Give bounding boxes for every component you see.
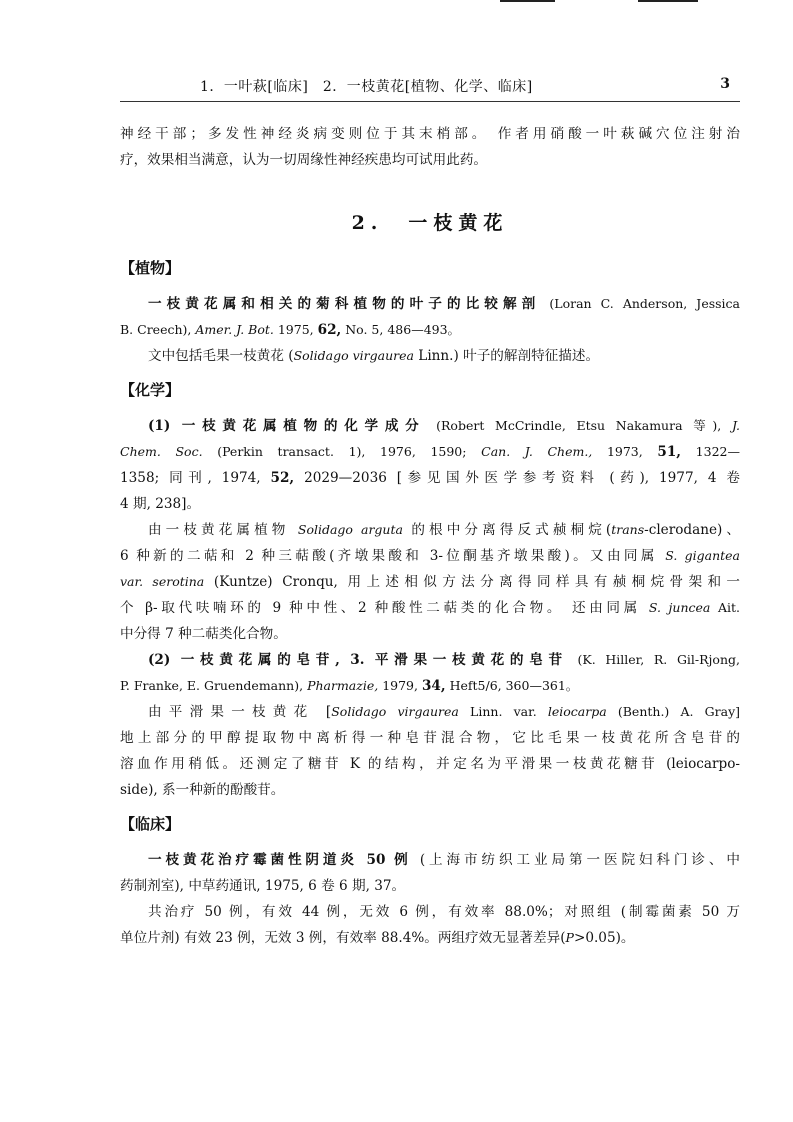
text-segment: 神经干部；多发性神经炎病变则位于其末梢部。 作者用硝酸一叶萩碱穴位注射治: [120, 126, 740, 142]
text-segment: 药制剂室), 中草药通讯, 1975, 6 卷 6 期, 37。: [120, 878, 406, 894]
text-segment: leiocarpa: [547, 704, 607, 719]
text-segment: Heft5/6, 360—361。: [445, 678, 579, 693]
page-number: 3: [720, 76, 730, 92]
section: [120, 255, 740, 369]
text-line: [120, 317, 740, 343]
section-heading: 【植物】: [120, 259, 181, 277]
text-line: [120, 673, 740, 699]
text-line: [120, 413, 740, 439]
text-line: [120, 925, 740, 951]
text-segment: (Kuntze) Cronqu, 用上述相似方法分离得同样具有赪桐烷骨架和一: [204, 574, 740, 590]
paragraph: [120, 899, 740, 951]
text-segment: Ait.: [710, 600, 740, 615]
text-line: [120, 121, 740, 147]
text-segment: side), 系一种新的酚酸苷。: [120, 782, 285, 798]
text-segment: (2) 一枝黄花属的皂苷, 3. 平滑果一枝黄花的皂苷: [148, 652, 568, 668]
text-segment: var. serotina: [120, 574, 205, 589]
paragraph: [120, 413, 740, 517]
text-segment: P: [565, 930, 574, 945]
text-segment: Solidago virgaurea: [293, 348, 414, 363]
text-segment: 1979,: [378, 678, 422, 693]
page-body: [120, 121, 740, 951]
text-segment: Linn. var.: [458, 704, 548, 719]
text-segment: 由一枝黄花属植物: [148, 522, 298, 538]
scan-mark: [638, 0, 698, 2]
text-segment: (Benth.) A. Gray]: [606, 704, 741, 719]
paragraph: [120, 699, 740, 803]
text-line: [120, 647, 740, 673]
text-segment: 一枝黄花治疗霉菌性阴道炎 50 例: [148, 852, 412, 868]
text-segment: 62,: [317, 322, 342, 338]
text-line: [120, 847, 740, 873]
text-line: [120, 873, 740, 899]
text-segment: trans: [611, 522, 645, 537]
running-header-title: 1．一叶萩[临床] 2．一枝黄花[植物、化学、临床]: [200, 79, 533, 95]
text-segment: P. Franke, E. Gruendemann),: [120, 678, 308, 693]
text-segment: Amer. J. Bot.: [195, 322, 274, 337]
text-line: [120, 725, 740, 751]
paragraph: [120, 343, 740, 369]
text-segment: 共治疗 50 例，有效 44 例，无效 6 例，有效率 88.0%；对照组 (制霉菌素 50 万: [148, 904, 740, 920]
text-line: [120, 147, 740, 173]
text-segment: 34,: [421, 678, 446, 694]
text-segment: 51,: [657, 444, 682, 460]
running-header: [120, 74, 740, 98]
text-segment: 单位片剂) 有效 23 例，无效 3 例，有效率 88.4%。两组疗效无显著差异(: [120, 930, 566, 946]
text-segment: 1975,: [273, 322, 318, 337]
text-line: [120, 899, 740, 925]
text-segment: 由平滑果一枝黄花 [: [148, 704, 332, 720]
text-segment: S. gigantea: [665, 548, 740, 563]
scan-mark: [500, 0, 555, 2]
text-line: [120, 465, 740, 491]
text-line: [120, 291, 740, 317]
text-line: [120, 439, 740, 465]
section-heading: 【临床】: [120, 815, 181, 833]
text-segment: 疗，效果相当满意，认为一切周缘性神经疾患均可试用此药。: [120, 152, 488, 168]
section: [120, 377, 740, 803]
text-line: [120, 517, 740, 543]
text-segment: 的根中分离得反式赪桐烷(: [402, 522, 612, 538]
text-segment: (K. Hiller, R. Gil-Rjong,: [567, 652, 740, 667]
text-segment: 1322—: [681, 444, 740, 459]
section-heading: 【化学】: [120, 381, 181, 399]
text-segment: Solidago arguta: [297, 522, 403, 537]
text-segment: (Perkin transact. 1), 1976, 1590;: [202, 444, 482, 459]
text-segment: -clerodane)、: [644, 522, 740, 538]
text-segment: S. juncea: [648, 600, 711, 615]
text-segment: 溶血作用稍低。还测定了糖苷 K 的结构，并定名为平滑果一枝黄花糖苷 (leiocarpo-: [120, 756, 740, 772]
text-segment: Chem. Soc.: [120, 444, 203, 459]
text-line: [120, 543, 740, 569]
paragraph: [120, 847, 740, 899]
text-line: [120, 343, 740, 369]
text-segment: Can. J. Chem.,: [481, 444, 593, 459]
text-line: [120, 491, 740, 517]
text-segment: 52,: [270, 470, 295, 486]
text-line: [120, 751, 740, 777]
text-segment: Solidago virgaurea: [331, 704, 459, 719]
text-segment: B. Creech),: [120, 322, 196, 337]
text-segment: 6 种新的二萜和 2 种三萜酸(齐墩果酸和 3-位酮基齐墩果酸)。又由同属: [120, 548, 666, 564]
text-segment: No. 5, 486—493。: [341, 322, 461, 337]
text-segment: (1) 一枝黄花属植物的化学成分: [148, 418, 426, 434]
paragraph: [120, 121, 740, 173]
text-line: [120, 621, 740, 647]
text-segment: Linn.) 叶子的解剖特征描述。: [413, 348, 600, 364]
text-segment: 个 β-取代呋喃环的 9 种中性、2 种酸性二萜类的化合物。 还由同属: [120, 600, 649, 616]
text-segment: Pharmazie,: [307, 678, 379, 693]
text-segment: (上海市纺织工业局第一医院妇科门诊、中: [411, 852, 740, 868]
text-segment: 2029—2036 [参见国外医学参考资料 (药), 1977, 4 卷: [294, 470, 740, 486]
text-segment: 地上部分的甲醇提取物中离析得一种皂苷混合物，它比毛果一枝黄花所含皂苷的: [120, 730, 740, 746]
text-line: [120, 569, 740, 595]
article-title: 2. 一枝黄花: [351, 212, 509, 234]
text-line: [120, 777, 740, 803]
paragraph: [120, 517, 740, 647]
text-line: [120, 595, 740, 621]
section: [120, 811, 740, 951]
text-line: [120, 699, 740, 725]
paragraph: [120, 647, 740, 699]
text-segment: 1973,: [592, 444, 658, 459]
text-segment: >0.05)。: [573, 930, 635, 946]
text-segment: 中分得 7 种二萜类化合物。: [120, 626, 287, 642]
text-segment: (Robert McCrindle, Etsu Nakamura 等),: [425, 418, 732, 433]
text-segment: 1358; 同刊, 1974,: [120, 470, 271, 486]
text-segment: (Loran C. Anderson, Jessica: [540, 296, 740, 311]
paragraph: [120, 291, 740, 343]
text-segment: J.: [731, 418, 740, 433]
text-segment: 一枝黄花属和相关的菊科植物的叶子的比较解剖: [148, 296, 541, 312]
header-rule: [120, 101, 740, 102]
text-segment: 4 期, 238]。: [120, 496, 201, 512]
text-segment: 文中包括毛果一枝黄花 (: [148, 348, 294, 364]
